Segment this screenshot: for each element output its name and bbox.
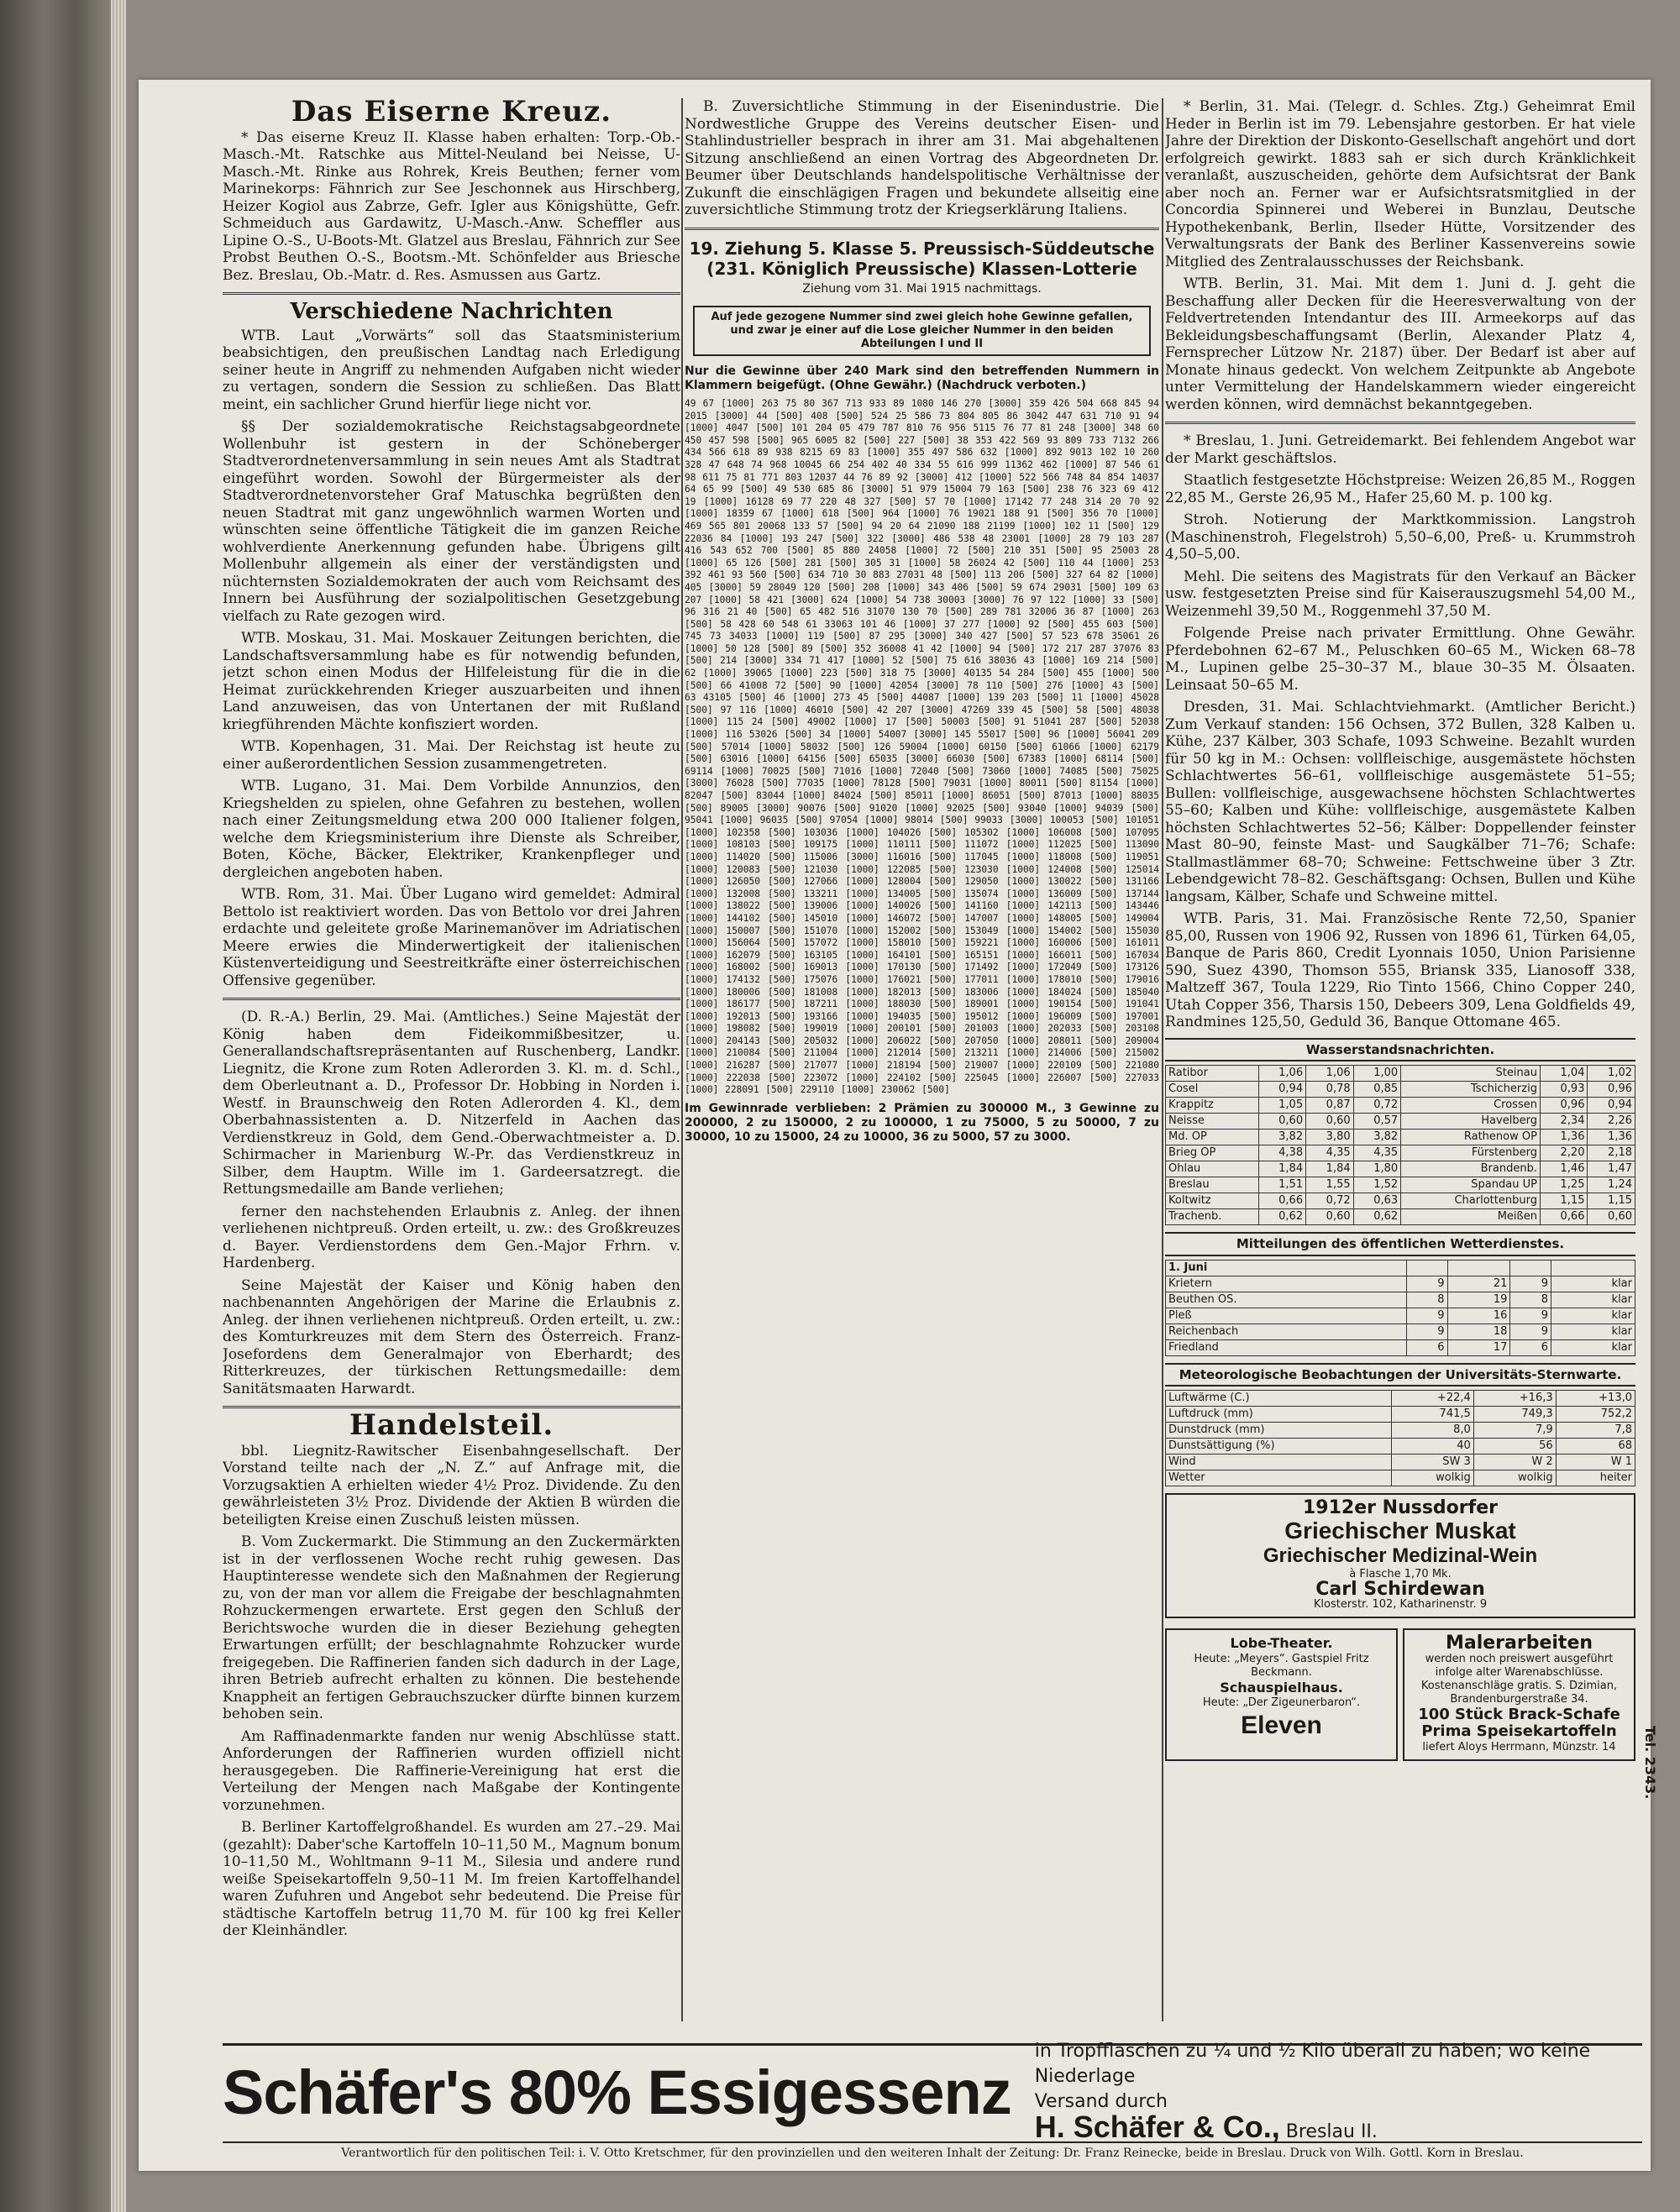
weather-table-title: Mitteilungen des öffentlichen Wetterdienstes. [1165, 1232, 1635, 1256]
table-cell: 7,8 [1556, 1423, 1635, 1439]
column-rule [681, 98, 683, 2021]
table-cell: 0,96 [1540, 1098, 1588, 1114]
weather-row [1166, 1324, 1635, 1339]
table-cell: 40 [1391, 1439, 1473, 1455]
table-cell: 1,05 [1258, 1098, 1306, 1114]
table-cell: Charlottenburg [1401, 1193, 1541, 1209]
table-cell: 4,35 [1306, 1145, 1354, 1161]
ad-wine-firm: Carl Schirdewan [1315, 1578, 1485, 1600]
column-left [223, 98, 680, 2038]
table-cell: 6 [1510, 1339, 1551, 1355]
table-cell: 1,06 [1306, 1066, 1354, 1082]
table-cell: SW 3 [1391, 1455, 1473, 1470]
table-cell: 1,06 [1258, 1066, 1306, 1082]
table-cell: 8 [1407, 1292, 1448, 1308]
article-paragraph: * Breslau, 1. Juni. Getreidemarkt. Bei fehlendem Angebot war der Markt geschäftslos. [1165, 432, 1635, 467]
table-cell: Beuthen OS. [1166, 1292, 1407, 1308]
observation-row [1166, 1455, 1635, 1470]
table-cell: Trachenb. [1166, 1209, 1259, 1225]
ad-essig-details [1035, 2039, 1642, 2145]
table-cell: 2,34 [1540, 1114, 1588, 1130]
table-cell: Dunstsättigung (%) [1166, 1439, 1392, 1455]
table-cell: Breslau [1166, 1177, 1259, 1193]
table-cell: 0,85 [1353, 1082, 1401, 1098]
table-cell: 0,66 [1258, 1193, 1306, 1209]
water-levels-table [1165, 1065, 1635, 1225]
table-cell: Wind [1166, 1455, 1392, 1470]
lottery-note: Nur die Gewinne über 240 Mark sind den betreffenden Nummern in Klammern beigefügt. (Ohne Gewähr.) (Nachdruck verboten.) [685, 364, 1159, 392]
table-cell: 4,38 [1258, 1145, 1306, 1161]
ad-wine-address: Klosterstr. 102, Katharinenstr. 9 [1313, 1598, 1488, 1611]
lottery-notice-box: Auf jede gezogene Nummer sind zwei gleich hohe Gewinne gefallen, und zwar je einer auf die Lose gleicher Nummer in den beiden Abteilungen I und II [693, 306, 1151, 356]
table-cell: Krietern [1166, 1276, 1407, 1292]
weather-date: 1. Juni [1166, 1260, 1407, 1276]
column-rule [1162, 98, 1163, 2021]
table-cell: wolkig [1473, 1470, 1556, 1486]
table-cell: 9 [1510, 1276, 1551, 1292]
table-cell: 0,60 [1588, 1209, 1635, 1225]
weather-row [1166, 1292, 1635, 1308]
article-paragraph: ferner den nachstehenden Erlaubnis z. Anleg. der ihnen verliehenen nichtpreuß. Orden erteilt, u. zw.: des Großkreuzes d. Bayer. Verdienstordens dem Gen.-Major Frhrn. v. Hardenberg. [223, 1203, 680, 1271]
table-cell: 1,00 [1353, 1066, 1401, 1082]
article-paragraph: WTB. Kopenhagen, 31. Mai. Der Reichstag ist heute zu einer außerordentlichen Session zusammengetreten. [223, 738, 680, 773]
weather-row [1166, 1339, 1635, 1355]
ad-essig-line1: in Tropfflaschen zu ¼ und ½ Kilo überall zu haben; wo keine Niederlage [1034, 2041, 1591, 2087]
newspaper-sheet [139, 80, 1658, 2171]
ad-wine-line3: Griechischer Medizinal-Wein [1263, 1544, 1538, 1567]
table-cell: 6 [1407, 1339, 1448, 1355]
article-paragraph: WTB. Paris, 31. Mai. Französische Rente 72,50, Spanier 85,00, Russen von 1906 92, Russen von 1896 61, Türken 64,05, Banque de Paris 860, Credit Lyonnais 1050, Union Parisienne 590, Suez 4390, Thomson 555, Briansk 335, Lianosoff 338, Maltzeff 367, Toula 1229, Rio Tinto 1566, Chino Copper 240, Utah Copper 356, Tharsis 150, Debeers 309, Lena Goldfields 49, Randmines 125,50, Geduld 36, Banque Ottomane 465. [1165, 910, 1635, 1030]
table-cell: 0,63 [1353, 1193, 1401, 1209]
table-cell: 9 [1407, 1324, 1448, 1339]
section-title-nachrichten: Verschiedene Nachrichten [290, 299, 613, 324]
ad-theater-text: Heute: „Meyers“. Gastspiel Fritz Beckmann. [1194, 1652, 1369, 1679]
table-cell: +16,3 [1473, 1391, 1556, 1407]
section-title-handelsteil: Handelsteil. [349, 1408, 554, 1442]
article-paragraph: WTB. Rom, 31. Mai. Über Lugano wird gemeldet: Admiral Bettolo ist reaktiviert worden. Das von Bettolo vor drei Jahren erdachte und geleitete große Marinemanöver im Adriatischen Meere erwies die Minderwertigkeit der italienischen Küstenverteidigung und Seestreitkräfte einer österreichischen Offensive gegenüber. [223, 886, 680, 989]
ad-maler-text: werden noch preiswert ausgeführt infolge alter Warenabschlüsse. Kostenanschläge gratis. S. Dzimian, Brandenburgerstraße 34. [1420, 1652, 1618, 1706]
ad-maler [1403, 1628, 1635, 1761]
table-cell: Luftwärme (C.) [1166, 1391, 1392, 1407]
ad-eleven-title: Eleven [1241, 1711, 1322, 1739]
article-eisernes-kreuz: * Das eiserne Kreuz II. Klasse haben erhalten: Torp.-Ob.-Masch.-Mt. Ratschke aus Mittel-Neuland bei Neisse, U-Masch.-Mt. Rinke aus Rohrek, Kreis Beuthen; ferner vom Marinekorps: Fähnrich zur See Jeschonnek aus Hirschberg, Heizer Kogiol aus Zabrze, Gefr. Igler aus Königshütte, Gefr. Schmeiduch aus Gardawitz, U-Masch.-Anw. Scheffler aus Lipine O.-S., U-Boots-Mt. Glatzel aus Breslau, Fähnrich zur See Probst Beuthen O.-S., Bootsm.-Mt. Schönfelder aus Briesche Bez. Breslau, Ob.-Matr. d. Res. Asmussen aus Gartz. [223, 128, 680, 284]
table-cell: 1,36 [1588, 1130, 1635, 1145]
table-cell: 9 [1510, 1324, 1551, 1339]
table-cell: 0,78 [1306, 1082, 1354, 1098]
table-cell: 1,84 [1258, 1161, 1306, 1177]
table-cell: 1,36 [1540, 1130, 1588, 1145]
table-cell: 18 [1447, 1324, 1510, 1339]
table-cell: 1,80 [1353, 1161, 1401, 1177]
table-cell: wolkig [1391, 1470, 1473, 1486]
observation-row [1166, 1407, 1635, 1423]
table-cell: Pleß [1166, 1308, 1407, 1324]
table-cell: Rathenow OP [1401, 1130, 1541, 1145]
table-cell: Md. OP [1166, 1130, 1259, 1145]
table-cell: 68 [1556, 1439, 1635, 1455]
table-cell: klar [1551, 1276, 1635, 1292]
ad-wine-price: à Flasche 1,70 Mk. [1349, 1567, 1452, 1580]
table-cell: W 1 [1556, 1455, 1635, 1470]
table-cell: 3,82 [1353, 1130, 1401, 1145]
table-cell: Fürstenberg [1401, 1145, 1541, 1161]
table-cell: 7,9 [1473, 1423, 1556, 1439]
ad-theater [1165, 1628, 1398, 1761]
ad-essigessenz [223, 2041, 1642, 2144]
ad-wine-title: 1912er Nussdorfer [1303, 1497, 1498, 1518]
table-cell: Cosel [1166, 1082, 1259, 1098]
article-paragraph: WTB. Lugano, 31. Mai. Dem Vorbilde Annunzios, den Kriegshelden zu spielen, ohne Gefahren zu bestehen, wollen nach einer Zeitungsmeldung etwa 200 000 Italiener folgen, welche dem Kriegsministerium ihre Dienste als Schreiber, Boten, Köche, Bäcker, Elektriker, Krankenpfleger und dergleichen angeboten haben. [223, 778, 680, 881]
water-row [1166, 1114, 1635, 1130]
table-cell: klar [1551, 1308, 1635, 1324]
article-paragraph: Mehl. Die seitens des Magistrats für den Verkauf an Bäcker usw. festgesetzten Preise sind für Kaiserauszugsmehl 54,00 M., Weizenmehl 39,50 M., Roggenmehl 37,50 M. [1165, 568, 1635, 620]
table-cell: 0,72 [1353, 1098, 1401, 1114]
article-paragraph: WTB. Moskau, 31. Mai. Moskauer Zeitungen berichten, die Landschaftsversammlung habe es für notwendig befunden, jetzt schon einen Modus der Hilfeleistung für die in die Heimat zurückkehrenden Krieger auszuarbeiten und ihnen Land anzuweisen, das von Untertanen der mit Rußland kriegführenden Mächte konfisziert worden. [223, 630, 680, 733]
margin-phone: Tel. 2343. [1642, 1726, 1658, 1800]
table-cell: Crossen [1401, 1098, 1541, 1114]
water-row [1166, 1161, 1635, 1177]
table-cell: 1,51 [1258, 1177, 1306, 1193]
table-cell: Reichenbach [1166, 1324, 1407, 1339]
table-cell: Luftdruck (mm) [1166, 1407, 1392, 1423]
table-cell: 19 [1447, 1292, 1510, 1308]
table-cell: 0,57 [1353, 1114, 1401, 1130]
imprint-line: Verantwortlich für den politischen Teil: i. V. Otto Kretschmer, für den provinziellen und den weiteren Inhalt der Zeitung: Dr. Franz Reinecke, beide in Breslau. Druck von Wilh. Gottl. Korn in Breslau. [223, 2141, 1642, 2160]
article-paragraph: * Berlin, 31. Mai. (Telegr. d. Schles. Ztg.) Geheimrat Emil Heder in Berlin ist im 79. Lebensjahre gestorben. Er hat viele Jahre der Direktion der Diskonto-Gesellschaft angehört und dort erfolgreich gewirkt. 1883 sah er sich durch Kränklichkeit veranlaßt, auszuscheiden, gehörte dem Aufsichtsrat der Bank aber noch an. Ferner war er Aufsichtsratsmitglied in der Concordia Spinnerei und Weberei in Bunzlau, Deutsche Hypothekenbank, Berlin, Ilseder Hütte, Vorsitzender des Verwaltungsrats der Bank des Berliner Kassenvereins sowie Mitglied des Zentralausschusses der Reichsbank. [1165, 98, 1635, 270]
ad-wine [1165, 1493, 1635, 1618]
table-cell: 1,84 [1306, 1161, 1354, 1177]
table-cell: klar [1551, 1292, 1635, 1308]
water-row [1166, 1082, 1635, 1098]
article-paragraph: WTB. Laut „Vorwärts“ soll das Staatsministerium beabsichtigen, den preußischen Landtag nach Erledigung seiner heute in Angriff zu nehmenden Aufgaben nicht wieder zu vertagen, sondern die Session zu schließen. Das Blatt meint, ein sachlicher Grund hierfür liege nicht vor. [223, 327, 680, 413]
water-row [1166, 1145, 1635, 1161]
table-cell: Wetter [1166, 1470, 1392, 1486]
table-cell: 749,3 [1473, 1407, 1556, 1423]
article-paragraph: (D. R.-A.) Berlin, 29. Mai. (Amtliches.) Seine Majestät der König haben dem Fideikommißbesitzer, u. Generallandschaftsrepräsentanten auf Ruschenberg, Landkr. Liegnitz, die Krone zum Roten Adlerorden 3. Kl. m. d. Schl., dem Oberleutnant a. D., Professor Dr. Hobbing in Norden i. Westf. in Braunschweig den Roten Adlerorden 4. Kl., dem Oberbahnassistenten a. D. Nitzerfeld in Aachen das Verdienstkreuz in Gold, dem Gend.-Oberwachtmeister a. D. Schirmacher in Marienburg W.-Pr. das Verdienstkreuz in Silber, dem Hauptm. Wille im 1. Gardeersatzregt. die Rettungsmedaille am Bande verliehen; [223, 1009, 680, 1198]
table-cell: 0,94 [1258, 1082, 1306, 1098]
table-cell: 0,60 [1306, 1209, 1354, 1225]
table-cell: 741,5 [1391, 1407, 1473, 1423]
divider [685, 228, 1159, 230]
article-paragraph: Dresden, 31. Mai. Schlachtviehmarkt. (Amtlicher Bericht.) Zum Verkauf standen: 156 Ochsen, 372 Bullen, 328 Kalben u. Kühe, 237 Kälber, 303 Schafe, 1093 Schweine. Bezahlt wurden für 50 kg in M.: Ochsen: vollfleischige, ausgemästete höchsten Schlachtwertes 56–61, vollfleischige ausgemästete 51–55; Bullen: vollfleischige, ausgewachsene höchsten Schlachtwertes 55–60; Kalben und Kühe: vollfleischige, ausgemästete Kalben höchsten Schlachtwertes 52–56; Kälber: Doppellender feinster Mast 80–90, feinste Mast- und Saugkälber 71–76; Schafe: Stallmastlämmer 68–70; Schweine: Fettschweine über 3 Ztr. Lebendgewicht 78–82. Geschäftsgang: Ochsen, Bullen und Kühe langsam, Kälber, Schafe und Schweine mittel. [1165, 699, 1635, 905]
divider [1165, 422, 1635, 424]
observation-row [1166, 1439, 1635, 1455]
ad-kartoffeln-title: Prima Speisekartoffeln [1421, 1722, 1617, 1740]
article-paragraph: Folgende Preise nach privater Ermittlung. Ohne Gewähr. Pferdebohnen 62–67 M., Peluschken 60–65 M., Wicken 68–78 M., Lupinen gelbe 25–30–37 M., blaue 30–35 M. Ölsaaten. Leinsaat 50–65 M. [1165, 625, 1635, 694]
table-cell: 0,62 [1353, 1209, 1401, 1225]
table-cell: 1,02 [1588, 1066, 1635, 1082]
table-cell: 16 [1447, 1308, 1510, 1324]
table-cell: 1,04 [1540, 1066, 1588, 1082]
table-cell: 9 [1407, 1308, 1448, 1324]
table-cell: W 2 [1473, 1455, 1556, 1470]
table-cell: +22,4 [1391, 1391, 1473, 1407]
observation-row [1166, 1470, 1635, 1486]
table-cell: 4,35 [1353, 1145, 1401, 1161]
table-cell: 0,87 [1306, 1098, 1354, 1114]
table-cell: 1,25 [1540, 1177, 1588, 1193]
table-cell: 17 [1447, 1339, 1510, 1355]
table-cell: 2,26 [1588, 1114, 1635, 1130]
water-row [1166, 1177, 1635, 1193]
ad-essig-city: Breslau II. [1285, 2121, 1378, 2142]
article-paragraph: Am Raffinadenmarkte fanden nur wenig Abschlüsse statt. Anforderungen der Raffinerien wurden offiziell nicht herausgegeben. Die Raffinerie-Vereinigung hat erst die Verteilung der Mengen nach Maßgabe der Kontingente vorzunehmen. [223, 1727, 680, 1814]
table-cell: 752,2 [1556, 1407, 1635, 1423]
weather-row [1166, 1276, 1635, 1292]
lottery-date: Ziehung vom 31. Mai 1915 nachmittags. [802, 281, 1042, 296]
table-cell: 1,15 [1540, 1193, 1588, 1209]
water-row [1166, 1066, 1635, 1082]
table-cell: 0,60 [1306, 1114, 1354, 1130]
table-cell: Koltwitz [1166, 1193, 1259, 1209]
ad-wine-line2: Griechischer Muskat [1284, 1517, 1516, 1544]
table-cell: Ratibor [1166, 1066, 1259, 1082]
table-cell: 56 [1473, 1439, 1556, 1455]
table-cell: 1,47 [1588, 1161, 1635, 1177]
water-row [1166, 1130, 1635, 1145]
lottery-numbers: 49 67 [1000] 263 75 80 367 713 933 89 1080 146 270 [3000] 359 426 504 668 845 94 2015 [3000] 44 [500] 408 [500] 524 25 586 73 804 805 86 3042 447 631 710 91 94 [1000] 4047 [500] 101 204 05 479 787 810 76 956 5115 76 77 81 248 [3000] 348 60 450 457 598 [500] 965 6005 82 [500] 227 [500] 38 353 422 569 93 809 733 7132 266 434 566 618 89 938 8215 69 83 [1000] 355 497 586 632 [1000] 892 9013 102 10 260 328 47 648 74 968 10045 66 254 402 40 334 55 616 999 11362 462 [1000] 87 546 61 98 611 75 81 771 803 12037 44 76 89 92 [3000] 412 [1000] 522 566 748 84 854 14037 64 65 99 [500] 49 530 685 86 [3000] 51 979 15004 79 163 [500] 238 76 323 69 412 19 [1000] 16128 69 77 220 48 327 [500] 57 70 [1000] 17142 77 248 314 20 70 92 [1000] 18359 67 [1000] 618 [500] 964 [1000] 76 19021 188 91 [500] 356 70 [1000] 469 565 801 20068 133 57 [500] 94 20 64 21090 188 21199 [1000] 102 11 [500] 129 22036 84 [1000] 193 247 [500] 322 [3000] 486 538 48 23001 [1000] 28 79 103 287 416 543 652 700 [500] 85 880 24058 [1000] 72 [500] 210 351 [500] 95 25003 28 [1000] 65 126 [500] 281 [500] 305 31 [1000] 58 26024 42 [500] 110 44 [1000] 253 392 461 93 560 [500] 634 710 30 883 27031 48 [500] 113 206 [500] 327 64 82 [1000] 405 [3000] 59 28049 120 [500] 208 [1000] 343 406 [500] 59 674 29031 [500] 109 63 207 [1000] 58 421 [3000] 624 [1000] 54 738 30003 [3000] 76 97 122 [1000] 33 [500] 96 316 21 40 [500] 65 482 516 31070 130 70 [500] 289 781 32006 36 87 [1000] 263 [500] 58 428 60 548 61 33063 101 46 [1000] 37 277 [1000] 92 [500] 455 603 [500] 745 73 34033 [1000] 119 [500] 87 295 [3000] 340 427 [500] 57 523 678 35061 26 [1000] 50 128 [500] 89 [500] 352 36008 41 42 [1000] 94 [500] 172 217 287 37076 83 [500] 214 [3000] 334 71 417 [1000] 52 [500] 75 616 38036 43 [1000] 169 214 [500] 62 [1000] 39065 [1000] 223 [500] 318 75 [3000] 40135 54 284 [500] 455 [1000] 500 [500] 66 41008 72 [500] 90 [1000] 42054 [3000] 78 110 [500] 276 [1000] 43 [500] 63 43105 [500] 46 [1000] 273 45 [500] 44087 [1000] 139 203 [500] 11 [1000] 45028 [500] 97 116 [1000] 46010 [500] 42 207 [3000] 47269 339 45 [500] 58 [500] 48038 [1000] 115 24 [500] 49002 [1000] 17 [500] 50003 [500] 91 51041 287 [500] 52038 [1000] 116 53026 [500] 34 [1000] 54007 [3000] 145 55017 [500] 96 [1000] 56041 209 [500] 57014 [1000] 58032 [500] 126 59004 [1000] 60150 [500] 61066 [1000] 62179 [500] 63016 [1000] 64156 [500] 65035 [3000] 66030 [500] 67383 [1000] 68114 [500] 69114 [1000] 70025 [500] 71016 [1000] 72040 [500] 73060 [1000] 74085 [500] 75025 [3000] 76028 [500] 77035 [1000] 78128 [500] 79031 [1000] 80011 [500] 81154 [1000] 82047 [500] 83044 [1000] 84024 [500] 85011 [1000] 86051 [500] 87013 [1000] 88035 [500] 89005 [3000] 90076 [500] 91020 [1000] 92025 [500] 93040 [1000] 94039 [500] 95041 [1000] 96035 [500] 97054 [1000] 98014 [500] 99033 [3000] 100053 [500] 101051 [1000] 102358 [500] 103036 [1000] 104026 [500] 105302 [1000] 106008 [500] 107095 [1000] 108103 [500] 109175 [1000] 110111 [500] 111072 [1000] 112025 [500] 113090 [1000] 114020 [500] 115006 [3000] 116016 [500] 117045 [1000] 118008 [500] 119051 [1000] 120083 [500] 121030 [1000] 122085 [500] 123030 [1000] 124008 [500] 125014 [1000] 126050 [500] 127066 [1000] 128004 [500] 129050 [1000] 130022 [500] 131166 [1000] 132008 [500] 133211 [1000] 134005 [500] 135074 [1000] 136009 [500] 137144 [1000] 138022 [500] 139006 [1000] 140026 [500] 141160 [1000] 142113 [500] 143446 [1000] 144102 [500] 145010 [1000] 146072 [500] 147007 [1000] 148005 [500] 149004 [1000] 150007 [500] 151070 [1000] 152002 [500] 153049 [1000] 154002 [500] 155030 [1000] 156064 [500] 157072 [1000] 158010 [500] 159221 [1000] 160006 [500] 161011 [1000] 162079 [500] 163105 [1000] 164101 [500] 165151 [1000] 166011 [500] 167034 [1000] 168002 [500] 169013 [1000] 170130 [500] 171492 [1000] 172049 [500] 173126 [1000] 174132 [500] 175076 [1000] 176021 [500] 177011 [1000] 178010 [500] 179016 [1000] 180006 [500] 181008 [1000] 182013 [500] 183006 [1000] 184024 [500] 185040 [1000] 186177 [500] 187211 [1000] 188030 [500] 189001 [1000] 190154 [500] 191041 [1000] 192013 [500] 193166 [1000] 194035 [500] 195012 [1000] 196009 [500] 197001 [1000] 198082 [500] 199019 [1000] 200101 [500] 201003 [1000] 202033 [500] 203108 [1000] 204143 [500] 205032 [1000] 206022 [500] 207050 [1000] 208011 [500] 209004 [1000] 210084 [500] 211004 [1000] 212014 [500] 213211 [1000] 214006 [500] 215002 [1000] 216287 [500] 217077 [1000] 218194 [500] 219007 [1000] 220109 [500] 221080 [1000] 222038 [500] 223072 [1000] 224102 [500] 225045 [1000] 226007 [500] 227033 [1000] 228091 [500] 229110 [1000] 230062 [500] [685, 398, 1159, 1096]
table-cell: Brieg OP [1166, 1145, 1259, 1161]
ads-row [1165, 1623, 1635, 1766]
table-cell: Dunstdruck (mm) [1166, 1423, 1392, 1439]
divider [223, 292, 680, 295]
lottery-footer: Im Gewinnrade verblieben: 2 Prämien zu 300000 M., 3 Gewinne zu 200000, 2 zu 150000, 2 zu 100000, 1 zu 75000, 5 zu 50000, 7 zu 30000, 10 zu 15000, 24 zu 10000, 36 zu 5000, 57 zu 3000. [685, 1101, 1159, 1144]
ad-schauspiel-text: Heute: „Der Zigeunerbaron“. [1202, 1696, 1361, 1709]
article-paragraph: B. Vom Zuckermarkt. Die Stimmung an den Zuckermärkten ist in der verflossenen Woche recht ruhig gewesen. Das Hauptinteresse wendete sich den Maßnahmen der Regierung zu, von der man vor allem die Freigabe der beschlagnahmten Rohzuckermengen erwartete. Erst gegen den Schluß der Berichtswoche wurden die in dieser Beziehung gehegten Erwartungen erfüllt; der beschlagnahmte Rohzucker wurde freigegeben. Die Raffinerien fanden sich dadurch in der Lage, ihren Betrieb aufrecht erhalten zu können. Die bestehende Knappheit an fertigen Gebrauchszucker dürfte binnen kurzem behoben sein. [223, 1533, 680, 1722]
observation-row [1166, 1423, 1635, 1439]
water-row [1166, 1098, 1635, 1114]
ad-essig-firm: H. Schäfer & Co., [1034, 2110, 1280, 2144]
table-cell: Friedland [1166, 1339, 1407, 1355]
table-cell: 0,62 [1258, 1209, 1306, 1225]
ad-schafe-title: 100 Stück Brack-Schafe [1418, 1705, 1620, 1723]
table-cell: Meißen [1401, 1209, 1541, 1225]
water-table-title: Wasserstandsnachrichten. [1165, 1038, 1635, 1062]
column-right [1165, 98, 1635, 2038]
table-cell: 2,20 [1540, 1145, 1588, 1161]
table-cell: Spandau UP [1401, 1177, 1541, 1193]
water-row [1166, 1209, 1635, 1225]
table-cell: 1,15 [1588, 1193, 1635, 1209]
observation-table-title: Meteorologische Beobachtungen der Universitäts-Sternwarte. [1165, 1363, 1635, 1387]
table-cell: Neisse [1166, 1114, 1259, 1130]
ad-maler-title: Malerarbeiten [1445, 1633, 1593, 1654]
table-cell: 0,66 [1540, 1209, 1588, 1225]
article-paragraph: Stroh. Notierung der Marktkommission. Langstroh (Maschinenstroh, Flegelstroh) 5,50–6,00, Preß- u. Krummstroh 4,50–5,00. [1165, 511, 1635, 563]
table-cell: 3,82 [1258, 1130, 1306, 1145]
table-cell: Ohlau [1166, 1161, 1259, 1177]
column-middle [685, 98, 1159, 2038]
table-cell: klar [1551, 1339, 1635, 1355]
table-cell: 0,93 [1540, 1082, 1588, 1098]
table-cell: 0,72 [1306, 1193, 1354, 1209]
table-cell: 0,96 [1588, 1082, 1635, 1098]
table-cell: 1,52 [1353, 1177, 1401, 1193]
table-cell: 9 [1407, 1276, 1448, 1292]
ad-theater-title: Lobe-Theater. [1230, 1635, 1333, 1651]
ad-essig-brand: Schäfer's 80% Essigessenz [223, 2057, 1011, 2127]
weather-table [1165, 1260, 1635, 1356]
table-cell: 1,24 [1588, 1177, 1635, 1193]
water-row [1166, 1193, 1635, 1209]
table-cell: 2,18 [1588, 1145, 1635, 1161]
table-cell: Havelberg [1401, 1114, 1541, 1130]
divider [223, 998, 680, 1000]
table-cell: klar [1551, 1324, 1635, 1339]
weather-row [1166, 1308, 1635, 1324]
table-cell: 8 [1510, 1292, 1551, 1308]
table-cell: 8,0 [1391, 1423, 1473, 1439]
observation-table [1165, 1390, 1635, 1486]
table-cell: heiter [1556, 1470, 1635, 1486]
article-eisenindustrie: B. Zuversichtliche Stimmung in der Eisenindustrie. Die Nordwestliche Gruppe des Vereins deutscher Eisen- und Stahlindustrieller besprach in ihrer am 31. Mai abgehaltenen Sitzung anschließend an einen Vortrag des Abgeordneten Dr. Beumer über Deutschlands handelspolitische Verhältnisse der Zukunft die einschlägigen Fragen und bekundete allseitig eine zuversichtliche Stimmung trotz der Kriegserklärung Italiens. [685, 98, 1159, 218]
article-paragraph: B. Berliner Kartoffelgroßhandel. Es wurden am 27.–29. Mai (gezahlt): Daber'sche Kartoffeln 10–11,50 M., Magnum bonum 10–11,50 M., Wohltmann 9–11 M., Silesia und andere rund weiße Speisekartoffeln 9,50–11 M. Im freien Kartoffelhandel waren Zufuhren und Angebot sehr bedeutend. Die Preise für städtische Kartoffeln betrug 11,70 M. für 100 kg frei Keller der Kleinhändler. [223, 1819, 680, 1939]
table-cell: 1,46 [1540, 1161, 1588, 1177]
article-paragraph: bbl. Liegnitz-Rawitscher Eisenbahngesellschaft. Der Vorstand teilte nach der „N. Z.“ auf Anfrage mit, die Vorzugsaktien A erhielten wieder 4½ Proz. Dividende. Zu den gewährleisteten 3½ Proz. Dividende der Aktien B würden die beteiligten Kreise einen Zuschuß leisten müssen. [223, 1442, 680, 1528]
table-cell: +13,0 [1556, 1391, 1635, 1407]
ad-essig-line2: Versand durch [1034, 2091, 1168, 2112]
table-cell: Krappitz [1166, 1098, 1259, 1114]
ad-schauspiel-title: Schauspielhaus. [1220, 1679, 1343, 1696]
table-cell: 21 [1447, 1276, 1510, 1292]
table-cell: Steinau [1401, 1066, 1541, 1082]
table-cell: Brandenb. [1401, 1161, 1541, 1177]
table-cell: Tschicherzig [1401, 1082, 1541, 1098]
table-cell: 0,60 [1258, 1114, 1306, 1130]
observation-row [1166, 1391, 1635, 1407]
article-paragraph: Seine Majestät der Kaiser und König haben den nachbenannten Angehörigen der Marine die Erlaubnis z. Anleg. der ihnen verliehenen nichtpreuß. Orden erteilt, u. zw.: des Komturkreuzes mit dem Stern des Österreich. Franz-Josefordens dem Generalmajor von Eberhardt; des Ritterkreuzes, der türkischen Rettungsmedaille: dem Sanitätsmaaten Harwardt. [223, 1276, 680, 1397]
section-title-eisernes-kreuz: Das Eiserne Kreuz. [291, 98, 612, 128]
article-paragraph: Staatlich festgesetzte Höchstpreise: Weizen 26,85 M., Roggen 22,85 M., Gerste 26,95 M., Hafer 25,60 M. p. 100 kg. [1165, 472, 1635, 506]
lottery-title: 19. Ziehung 5. Klasse 5. Preussisch-Süddeutsche (231. Königlich Preussische) Klassen-Lotterie [689, 238, 1155, 279]
table-cell: 3,80 [1306, 1130, 1354, 1145]
book-spine [0, 0, 126, 2212]
article-paragraph: WTB. Berlin, 31. Mai. Mit dem 1. Juni d. J. geht die Beschaffung aller Decken für die Heeresverwaltung von der Feldvertretenden Intendantur des III. Armeekorps auf das Bekleidungsbeschaffungsamt (Berlin, Alexander Platz 4, Fernsprecher Lützow Nr. 2187) über. Der Bedarf ist aber auf Monate hinaus gedeckt. Von welchem Zeitpunkte ab Angebote unter Vermittelung der Handelskammern wieder eingereicht werden können, wird demnächst bekanntgegeben. [1165, 275, 1635, 413]
article-paragraph: §§ Der sozialdemokratische Reichstagsabgeordnete Wollenbuhr ist gestern in der Schöneberger Stadtverordnetenversammlung in sein neues Amt als Stadtrat eingeführt worden. Sowohl der Bürgermeister als der Stadtverordnetenvorsteher Graf Matuschka begrüßten den neuen Stadtrat mit ganz ungewöhnlich warmen Worten und wünschten seine öffentliche Tätigkeit die im ganzen Reiche wohlverdiente Anerkennung gefunden habe. Übrigens gilt Mollenbuhr allgemein als einer der verständigsten und nüchternsten Sozialdemokraten der auch vom Reichsamt des Innern bei Ausführung der sozialpolitischen Gesetzgebung vielfach zu Rate gezogen wird. [223, 418, 680, 625]
ad-kartoffeln-text: liefert Aloys Herrmann, Münzstr. 14 [1422, 1740, 1616, 1753]
table-cell: 0,94 [1588, 1098, 1635, 1114]
table-cell: 9 [1510, 1308, 1551, 1324]
table-cell: 1,55 [1306, 1177, 1354, 1193]
